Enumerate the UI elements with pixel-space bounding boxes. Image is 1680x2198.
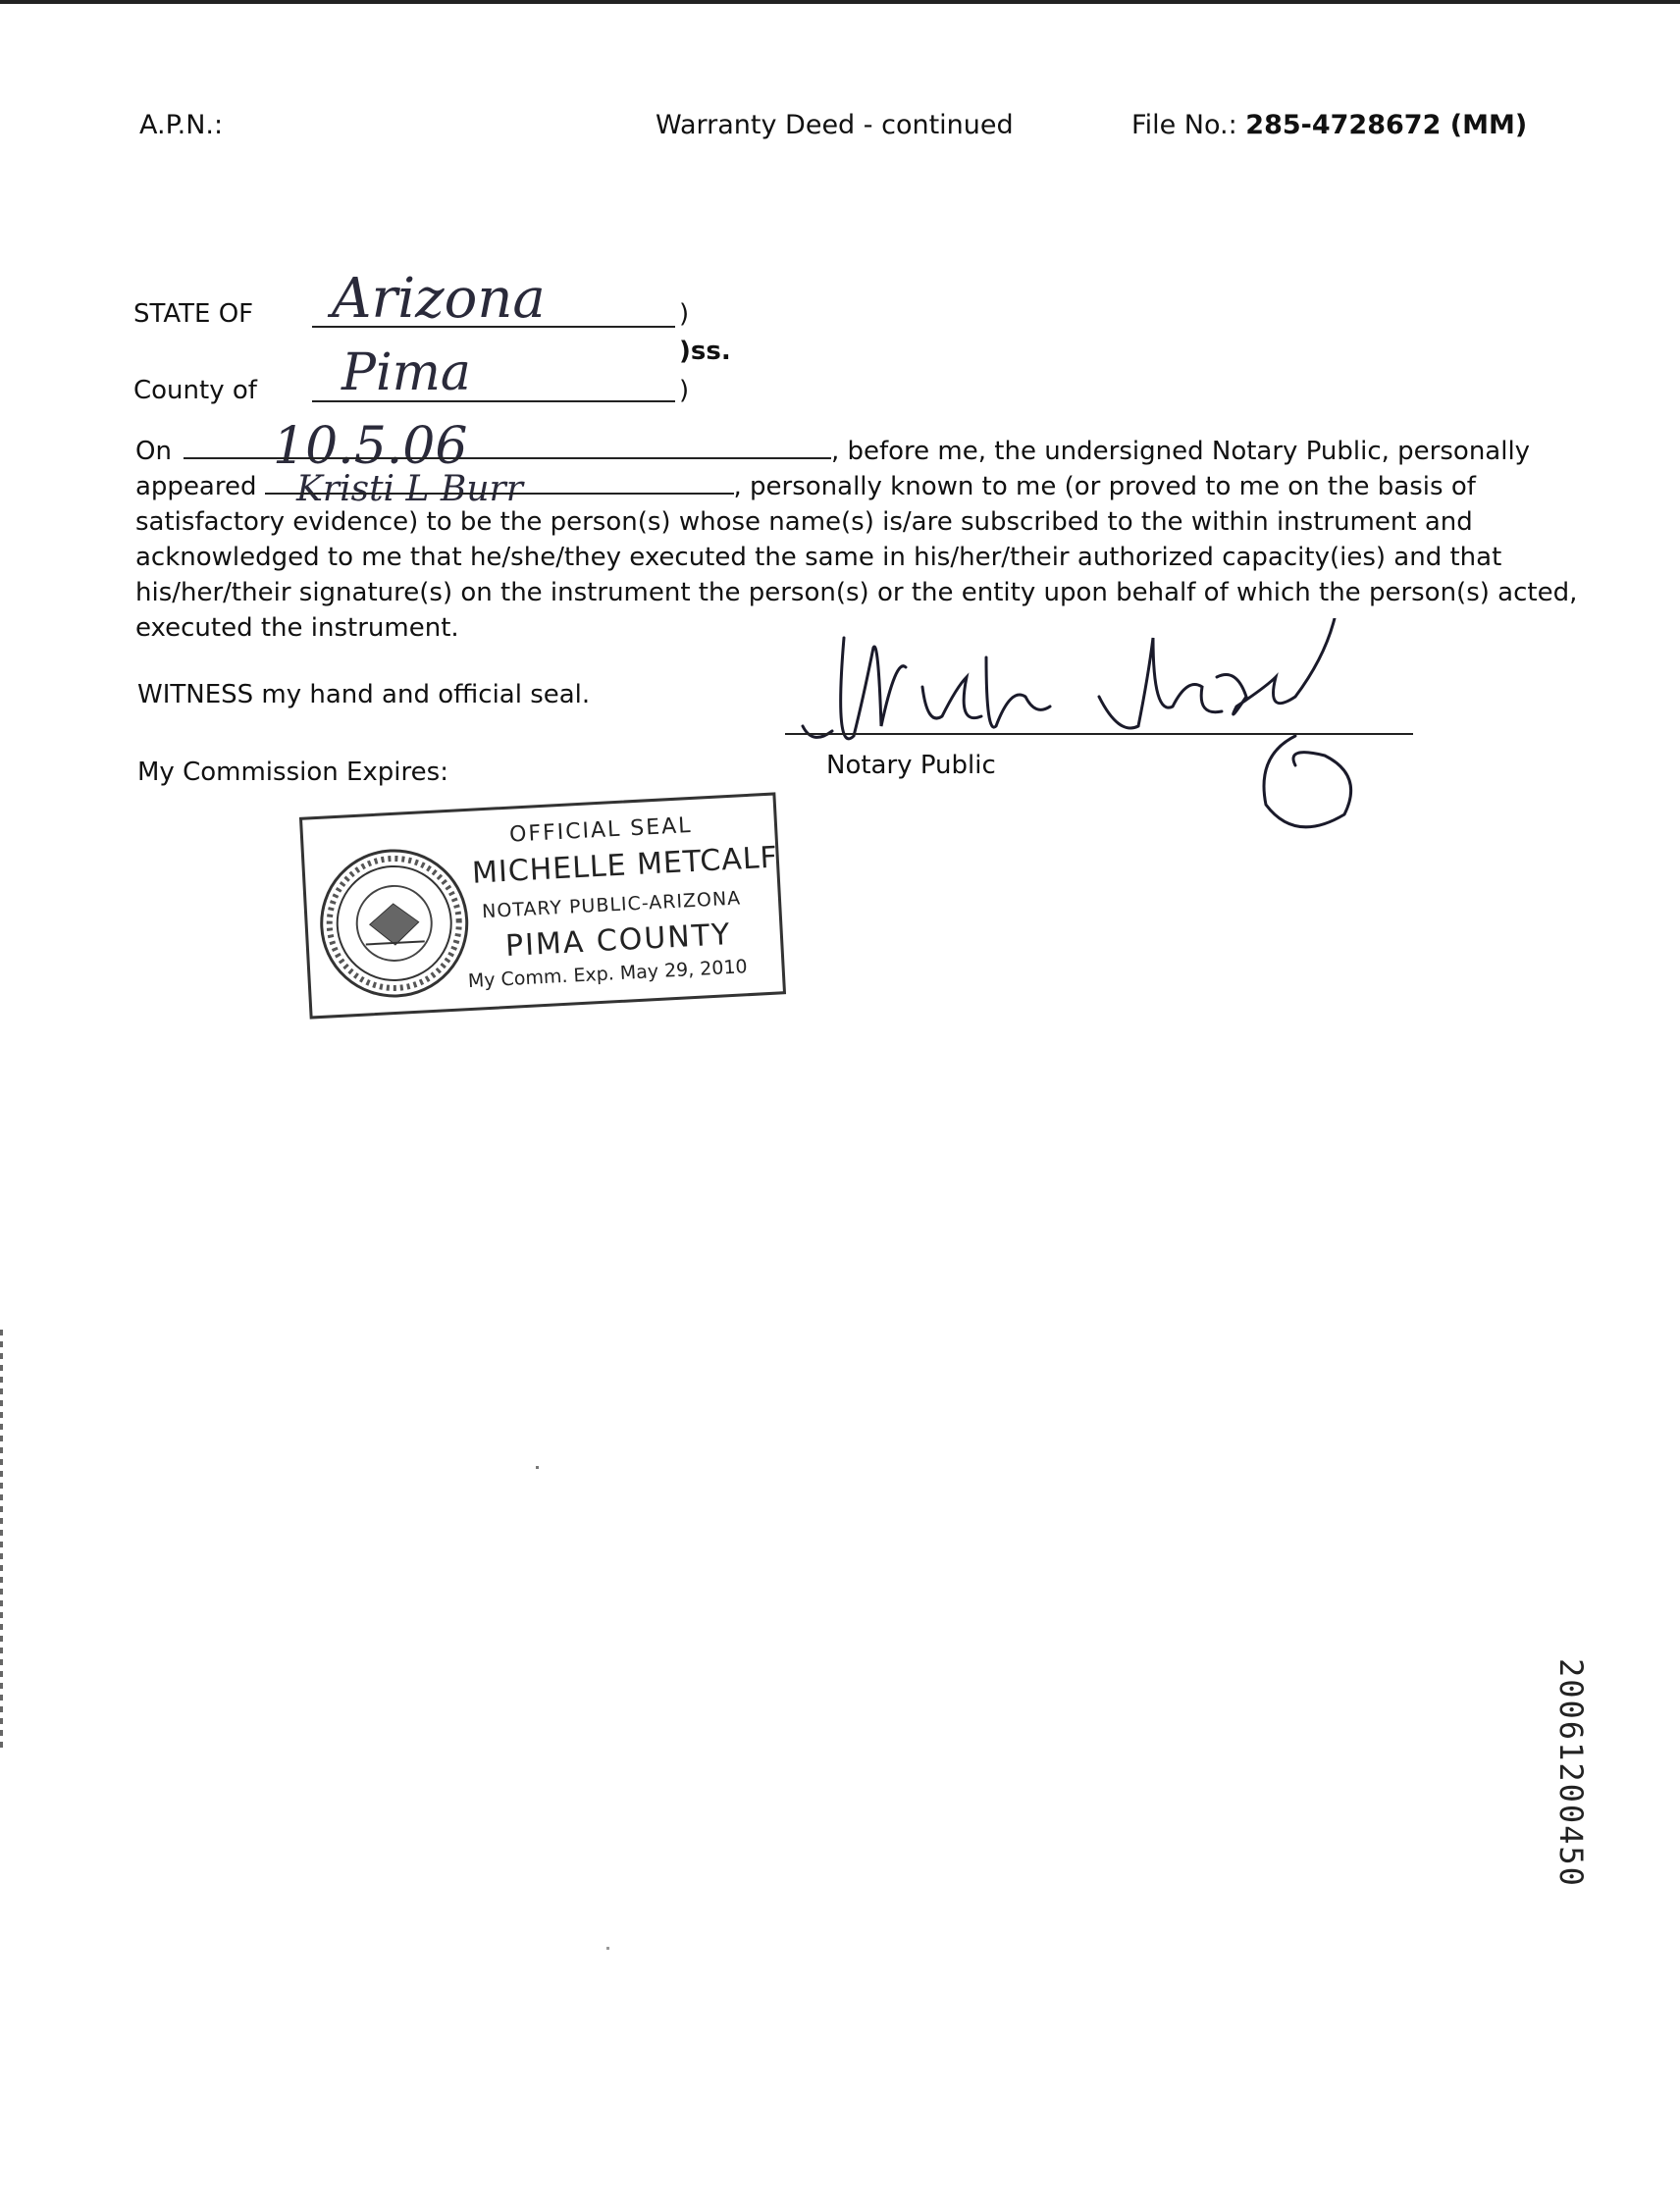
apn-label: A.P.N.: [139,110,224,140]
scan-speck [536,1466,539,1469]
appeared-blank [265,473,734,495]
state-label: STATE OF [133,299,254,329]
on-label: On [135,437,172,466]
file-number-block [1131,110,1527,140]
witness-text: WITNESS my hand and official seal. [137,680,591,709]
seal-title: OFFICIAL SEAL [508,812,694,848]
scan-speck [606,1947,609,1950]
state-line [312,326,675,328]
ack-line-4: acknowledged to me that he/she/they executed the same in his/her/their authorized capacity(ies) and that [135,543,1502,572]
ack-line-2 [135,469,1509,504]
county-line [312,400,675,402]
notary-public-label: Notary Public [826,751,996,780]
ack-line-3: satisfactory evidence) to be the person(s) whose name(s) is/are subscribed to the within instrument and [135,507,1473,537]
ack-line-1-tail: , before me, the undersigned Notary Public, personally [830,437,1531,466]
acknowledgment-paragraph [135,434,1578,646]
seal-county: PIMA COUNTY [504,916,733,965]
notary-signature [785,618,1413,864]
document-title: Warranty Deed - continued [656,110,1014,140]
official-seal-stamp [299,792,786,1019]
ack-line-5: his/her/their signature(s) on the instrument the person(s) or the entity upon behalf of which the person(s) acted, [135,578,1578,607]
appeared-label: appeared [135,472,257,501]
commission-expires-label: My Commission Expires: [137,758,448,787]
file-number-label: File No.: [1131,110,1237,140]
ack-line-1 [135,434,1531,469]
state-paren: ) [679,299,690,329]
top-edge-line [0,0,1680,4]
seal-notary-name: MICHELLE METCALF [471,840,779,891]
county-paren: ) [679,376,690,405]
recording-number: 20061200450 [1552,1658,1590,1888]
date-blank [184,438,831,459]
date-handwritten-value: 10.5.06 [273,417,468,476]
ss-label: )ss. [679,337,731,366]
file-number-value: 285-4728672 (MM) [1245,110,1528,140]
seal-expiration: My Comm. Exp. May 29, 2010 [467,956,749,993]
seal-notary-role: NOTARY PUBLIC-ARIZONA [481,887,742,923]
appeared-handwritten-value: Kristi L Burr [296,469,523,509]
county-label: County of [133,376,257,405]
arizona-state-seal-icon [312,841,477,1006]
ack-line-2-tail: , personally known to me (or proved to me on the basis of [733,472,1476,501]
ack-line-6: executed the instrument. [135,613,459,643]
state-handwritten-value: Arizona [332,267,546,331]
county-handwritten-value: Pima [341,343,471,402]
scan-edge-marks [0,1330,3,1752]
